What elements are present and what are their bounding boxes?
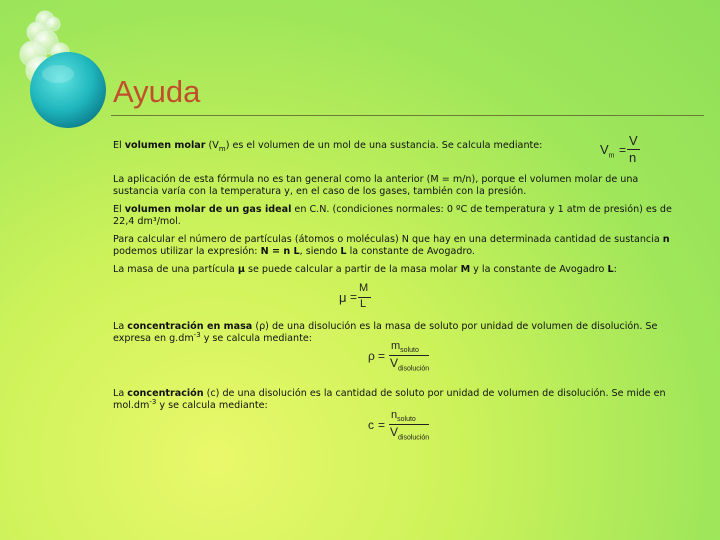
bubbles-decoration-icon (0, 0, 130, 130)
title-divider (111, 115, 704, 116)
paragraph-variacion: La aplicación de esta fórmula no es tan general como la anterior (M = m/n), porque el volumen molar de una sustancia varía con la temperatura y, en el caso de los gases, también con la presión. (113, 174, 639, 197)
paragraph-concentracion-masa: La concentración en masa (ρ) de una disolución es la masa de soluto por unidad de volumen de disolución. Se expresa en $g.dm^{-3}$ y se calcula mediante: (113, 321, 658, 344)
paragraph-masa-particula: La masa de una partícula μ se puede calcular a partir de la masa molar M y la constante de Avogadro L: (113, 264, 617, 275)
page-title: Ayuda (113, 74, 201, 109)
paragraph-particulas: Para calcular el número de partículas (átomos o moléculas) N que hay en una determinada cantidad de sustancia n podemos utilizar la expresión: N = n L, siendo L la constante de Avogadro. (113, 234, 670, 257)
paragraph-volumen-molar: El volumen molar $(V_m)$ es el volumen de un mol de una sustancia. Se calcula mediante: (113, 140, 543, 153)
paragraph-gas-ideal: El volumen molar de un gas ideal en C.N. (condiciones normales: 0 ºC de temperatura y 1 atm de presión) es de 22,4 dm³/mol. (113, 204, 672, 227)
paragraph-concentracion: La concentración (c) de una disolución es la cantidad de soluto por unidad de volumen de disolución. Se mide en $mol.dm^{-3}$ y se calcula mediante: (113, 388, 666, 411)
